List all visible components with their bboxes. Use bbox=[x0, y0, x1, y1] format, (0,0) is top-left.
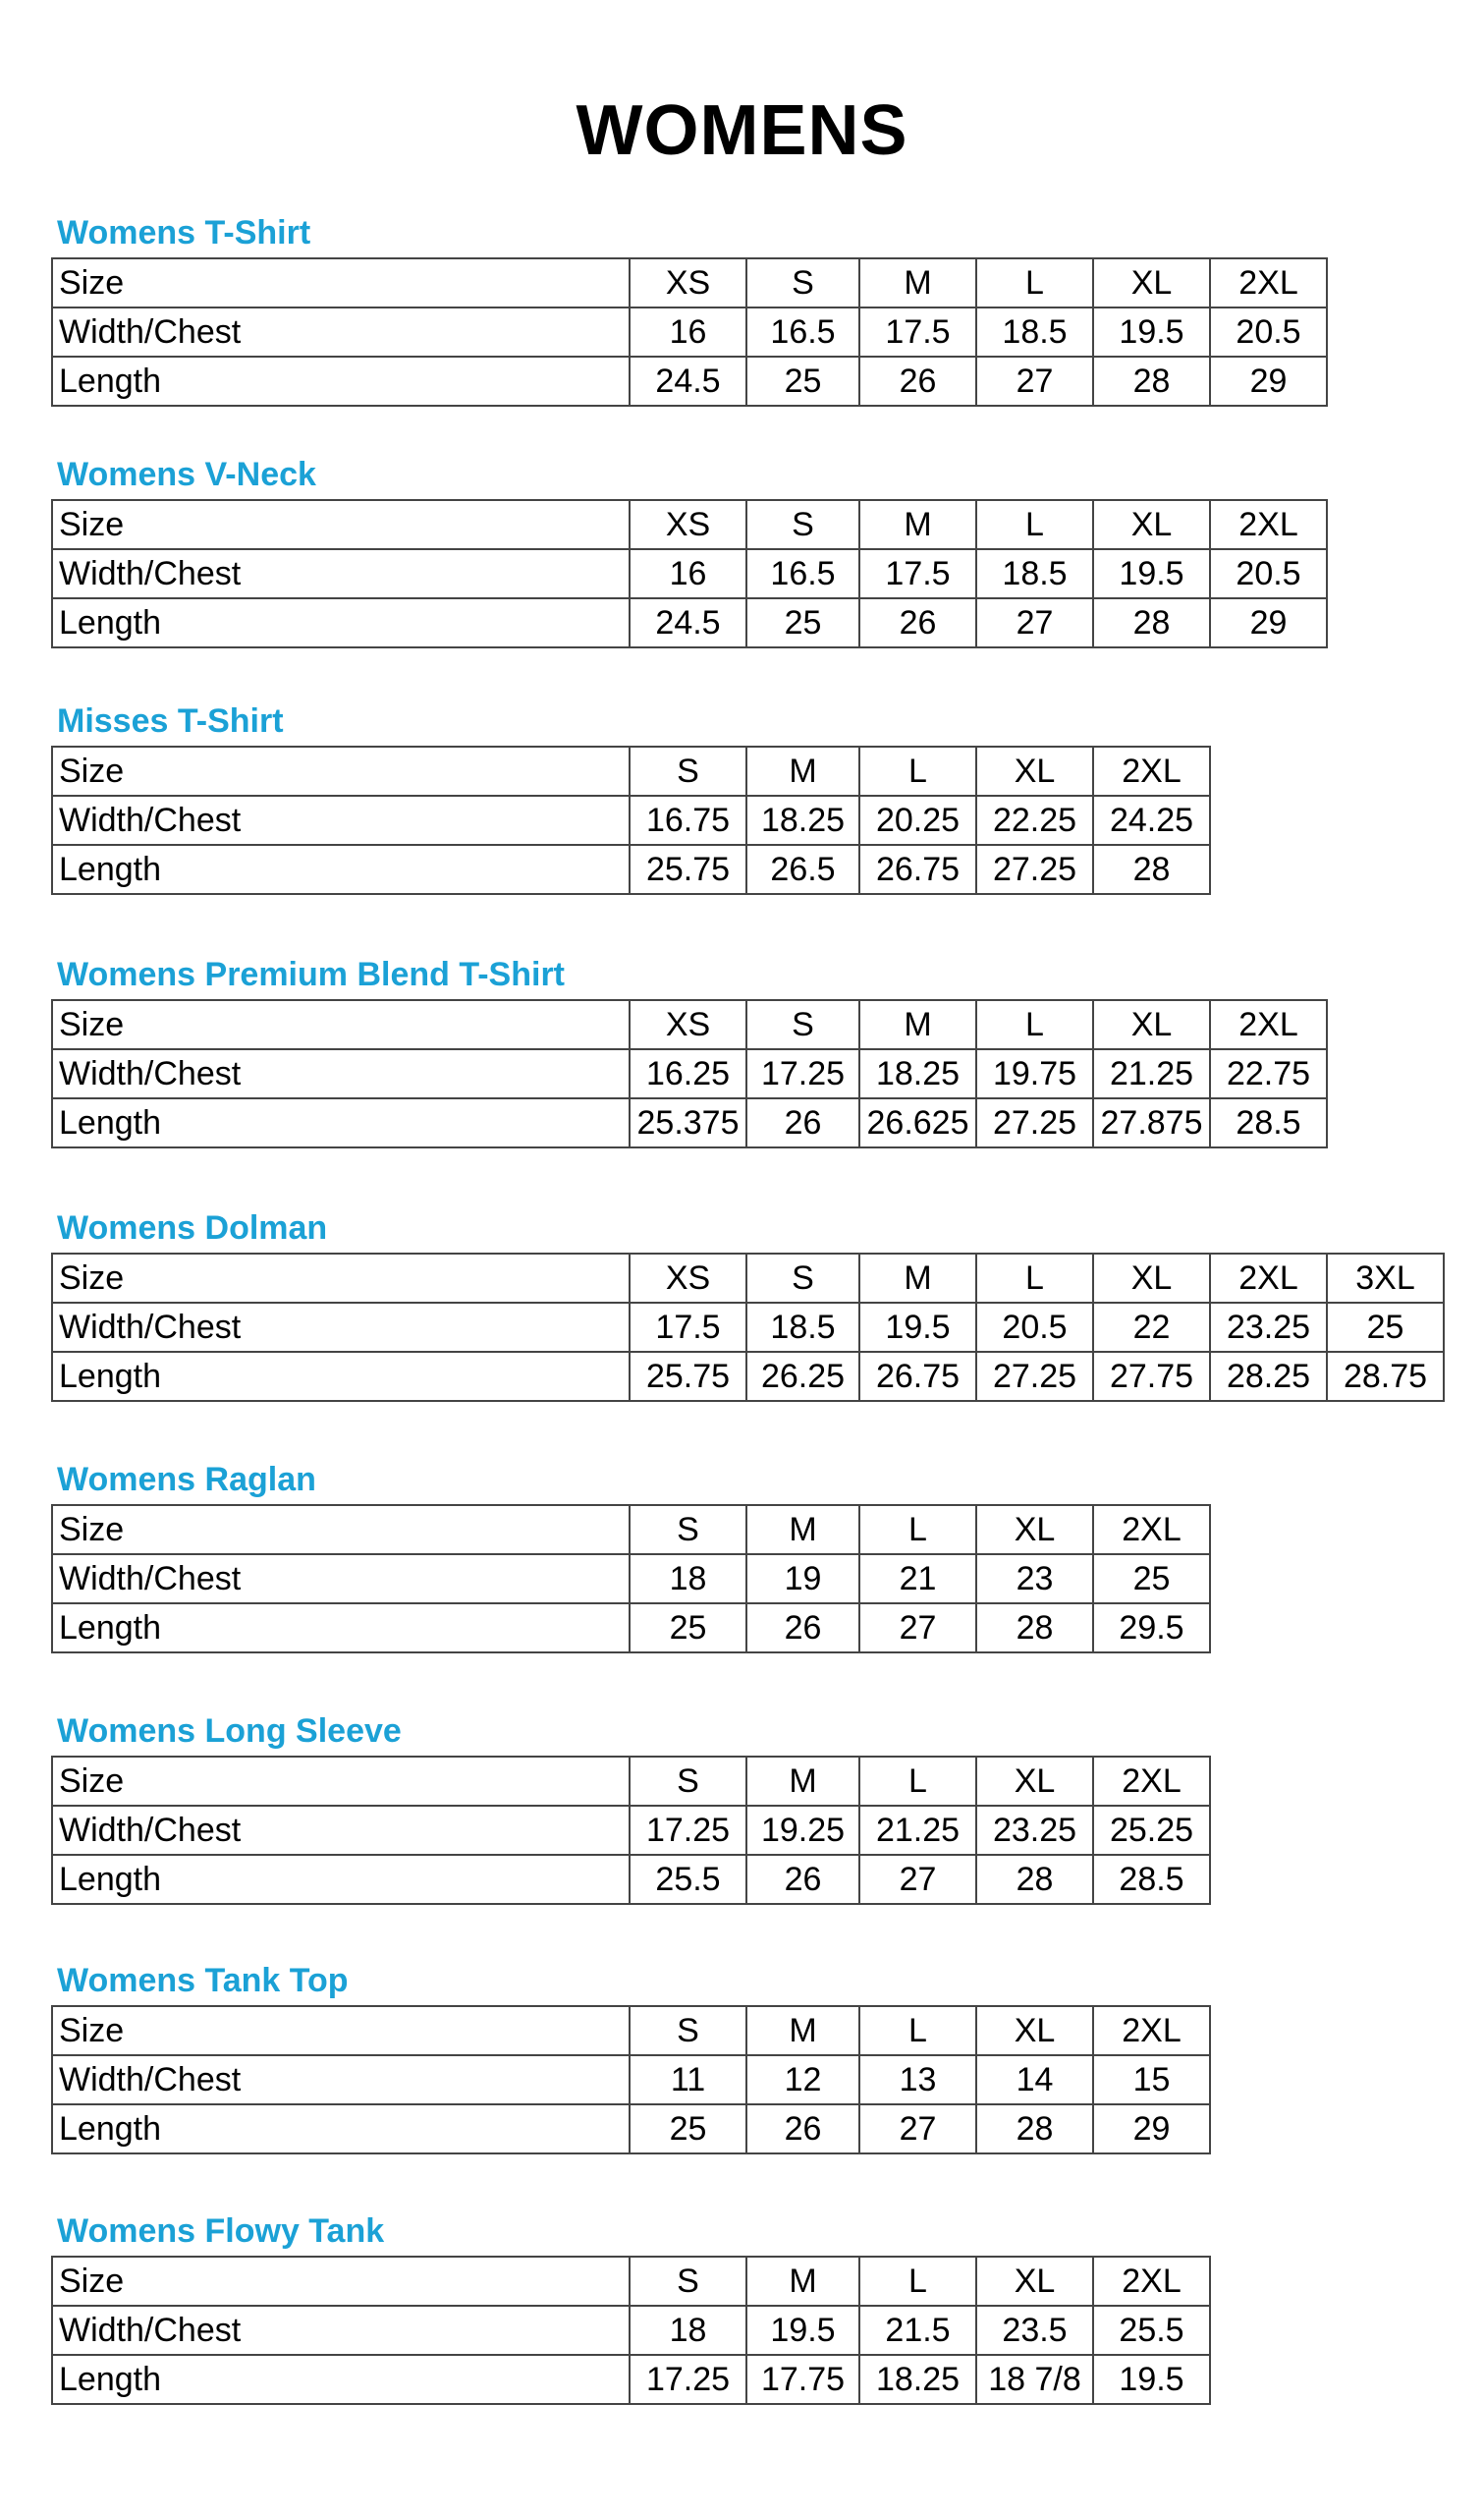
width-cell: 19.5 bbox=[1093, 307, 1210, 357]
size-cell: L bbox=[976, 1254, 1093, 1303]
size-cell: S bbox=[746, 258, 859, 307]
size-section bbox=[51, 699, 1211, 895]
section-title: Womens Flowy Tank bbox=[57, 2212, 385, 2250]
row-label: Length bbox=[52, 1603, 630, 1652]
size-cell: L bbox=[859, 2006, 976, 2055]
width-cell: 25 bbox=[1093, 1554, 1210, 1603]
table-row-width bbox=[52, 1806, 1210, 1855]
size-cell: M bbox=[859, 258, 976, 307]
size-cell: S bbox=[630, 2006, 746, 2055]
table-row-size bbox=[52, 1757, 1210, 1806]
table-row-size bbox=[52, 1000, 1327, 1049]
width-cell: 20.5 bbox=[1210, 549, 1327, 598]
length-cell: 25.5 bbox=[630, 1855, 746, 1904]
row-label: Length bbox=[52, 357, 630, 406]
row-label: Length bbox=[52, 845, 630, 894]
length-cell: 28 bbox=[976, 2104, 1093, 2153]
length-cell: 26 bbox=[859, 598, 976, 647]
size-cell: S bbox=[630, 1505, 746, 1554]
table-row-length bbox=[52, 2104, 1210, 2153]
size-table bbox=[51, 746, 1211, 895]
width-cell: 19.25 bbox=[746, 1806, 859, 1855]
length-cell: 27.25 bbox=[976, 1098, 1093, 1147]
length-cell: 27.25 bbox=[976, 845, 1093, 894]
length-cell: 25 bbox=[746, 598, 859, 647]
width-cell: 20.5 bbox=[976, 1303, 1093, 1352]
length-cell: 27 bbox=[859, 1603, 976, 1652]
length-cell: 27.75 bbox=[1093, 1352, 1210, 1401]
width-cell: 23.25 bbox=[1210, 1303, 1327, 1352]
size-cell: L bbox=[976, 1000, 1093, 1049]
width-cell: 22.75 bbox=[1210, 1049, 1327, 1098]
section-title: Womens Raglan bbox=[57, 1461, 316, 1498]
size-cell: S bbox=[746, 1000, 859, 1049]
table-row-size bbox=[52, 258, 1327, 307]
size-cell: M bbox=[859, 1000, 976, 1049]
length-cell: 26 bbox=[746, 1855, 859, 1904]
table-row-width bbox=[52, 1554, 1210, 1603]
page-title: WOMENS bbox=[576, 91, 908, 170]
length-cell: 28.75 bbox=[1327, 1352, 1444, 1401]
length-cell: 28 bbox=[1093, 357, 1210, 406]
section-title: Misses T-Shirt bbox=[57, 702, 284, 740]
length-cell: 27 bbox=[859, 2104, 976, 2153]
table-row-width bbox=[52, 549, 1327, 598]
row-label: Length bbox=[52, 1098, 630, 1147]
row-label: Length bbox=[52, 2104, 630, 2153]
table-row-size bbox=[52, 500, 1327, 549]
row-label: Width/Chest bbox=[52, 1049, 630, 1098]
row-label: Size bbox=[52, 1505, 630, 1554]
size-cell: M bbox=[746, 2257, 859, 2306]
table-row-size bbox=[52, 2257, 1210, 2306]
size-section bbox=[51, 1709, 1211, 1905]
length-cell: 29 bbox=[1210, 357, 1327, 406]
table-row-width bbox=[52, 1049, 1327, 1098]
table-row-size bbox=[52, 747, 1210, 796]
section-title: Womens T-Shirt bbox=[57, 214, 311, 252]
size-cell: XL bbox=[1093, 500, 1210, 549]
width-cell: 20.5 bbox=[1210, 307, 1327, 357]
length-cell: 26.75 bbox=[859, 845, 976, 894]
table-row-length bbox=[52, 845, 1210, 894]
size-cell: XL bbox=[976, 1505, 1093, 1554]
size-cell: XL bbox=[1093, 1000, 1210, 1049]
width-cell: 16.5 bbox=[746, 307, 859, 357]
size-table bbox=[51, 257, 1328, 407]
size-table bbox=[51, 1253, 1445, 1402]
length-cell: 27.25 bbox=[976, 1352, 1093, 1401]
width-cell: 24.25 bbox=[1093, 796, 1210, 845]
section-title: Womens Dolman bbox=[57, 1209, 328, 1247]
width-cell: 19.5 bbox=[1093, 549, 1210, 598]
size-cell: L bbox=[859, 747, 976, 796]
row-label: Width/Chest bbox=[52, 2055, 630, 2104]
length-cell: 24.5 bbox=[630, 598, 746, 647]
width-cell: 23.25 bbox=[976, 1806, 1093, 1855]
width-cell: 19.5 bbox=[746, 2306, 859, 2355]
size-section bbox=[51, 453, 1328, 648]
section-title: Womens V-Neck bbox=[57, 456, 316, 493]
table-row-size bbox=[52, 1505, 1210, 1554]
size-cell: 2XL bbox=[1093, 1505, 1210, 1554]
size-cell: L bbox=[859, 2257, 976, 2306]
width-cell: 18.5 bbox=[976, 549, 1093, 598]
length-cell: 26 bbox=[859, 357, 976, 406]
size-section bbox=[51, 211, 1328, 407]
table-row-width bbox=[52, 2055, 1210, 2104]
length-cell: 27 bbox=[976, 357, 1093, 406]
size-cell: M bbox=[746, 1505, 859, 1554]
size-cell: L bbox=[859, 1505, 976, 1554]
width-cell: 21 bbox=[859, 1554, 976, 1603]
width-cell: 16.75 bbox=[630, 796, 746, 845]
table-row-width bbox=[52, 2306, 1210, 2355]
row-label: Length bbox=[52, 1855, 630, 1904]
width-cell: 22.25 bbox=[976, 796, 1093, 845]
length-cell: 25 bbox=[630, 2104, 746, 2153]
table-row-length bbox=[52, 1603, 1210, 1652]
size-section bbox=[51, 1959, 1211, 2154]
row-label: Width/Chest bbox=[52, 307, 630, 357]
length-cell: 26.625 bbox=[859, 1098, 976, 1147]
width-cell: 18.25 bbox=[859, 1049, 976, 1098]
size-cell: XS bbox=[630, 1000, 746, 1049]
length-cell: 27.875 bbox=[1093, 1098, 1210, 1147]
table-row-length bbox=[52, 357, 1327, 406]
length-cell: 25.375 bbox=[630, 1098, 746, 1147]
width-cell: 12 bbox=[746, 2055, 859, 2104]
row-label: Width/Chest bbox=[52, 2306, 630, 2355]
width-cell: 18 bbox=[630, 2306, 746, 2355]
section-title: Womens Long Sleeve bbox=[57, 1712, 402, 1750]
length-cell: 25.75 bbox=[630, 1352, 746, 1401]
row-label: Size bbox=[52, 258, 630, 307]
size-table bbox=[51, 499, 1328, 648]
section-title: Womens Premium Blend T-Shirt bbox=[57, 956, 566, 993]
length-cell: 18 7/8 bbox=[976, 2355, 1093, 2404]
table-row-length bbox=[52, 1098, 1327, 1147]
length-cell: 26 bbox=[746, 1603, 859, 1652]
size-cell: XL bbox=[976, 2006, 1093, 2055]
row-label: Width/Chest bbox=[52, 796, 630, 845]
table-row-size bbox=[52, 1254, 1444, 1303]
size-cell: L bbox=[859, 1757, 976, 1806]
width-cell: 18 bbox=[630, 1554, 746, 1603]
width-cell: 23.5 bbox=[976, 2306, 1093, 2355]
table-row-length bbox=[52, 598, 1327, 647]
width-cell: 17.5 bbox=[630, 1303, 746, 1352]
row-label: Size bbox=[52, 1757, 630, 1806]
length-cell: 17.25 bbox=[630, 2355, 746, 2404]
size-cell: M bbox=[746, 2006, 859, 2055]
size-cell: L bbox=[976, 258, 1093, 307]
width-cell: 25.5 bbox=[1093, 2306, 1210, 2355]
size-section bbox=[51, 2209, 1211, 2405]
length-cell: 27 bbox=[859, 1855, 976, 1904]
row-label: Width/Chest bbox=[52, 549, 630, 598]
size-cell: S bbox=[746, 500, 859, 549]
width-cell: 19.5 bbox=[859, 1303, 976, 1352]
width-cell: 22 bbox=[1093, 1303, 1210, 1352]
size-section bbox=[51, 1206, 1445, 1402]
size-cell: S bbox=[746, 1254, 859, 1303]
width-cell: 16.25 bbox=[630, 1049, 746, 1098]
length-cell: 29 bbox=[1093, 2104, 1210, 2153]
size-cell: M bbox=[859, 1254, 976, 1303]
row-label: Size bbox=[52, 1000, 630, 1049]
length-cell: 28 bbox=[1093, 845, 1210, 894]
section-title: Womens Tank Top bbox=[57, 1962, 349, 1999]
width-cell: 21.5 bbox=[859, 2306, 976, 2355]
size-cell: 2XL bbox=[1093, 747, 1210, 796]
width-cell: 25.25 bbox=[1093, 1806, 1210, 1855]
width-cell: 16 bbox=[630, 549, 746, 598]
row-label: Size bbox=[52, 747, 630, 796]
row-label: Width/Chest bbox=[52, 1806, 630, 1855]
length-cell: 26.75 bbox=[859, 1352, 976, 1401]
size-cell: S bbox=[630, 1757, 746, 1806]
size-cell: 2XL bbox=[1210, 500, 1327, 549]
size-cell: M bbox=[746, 1757, 859, 1806]
width-cell: 14 bbox=[976, 2055, 1093, 2104]
table-row-width bbox=[52, 1303, 1444, 1352]
width-cell: 17.25 bbox=[746, 1049, 859, 1098]
row-label: Size bbox=[52, 2257, 630, 2306]
length-cell: 28.25 bbox=[1210, 1352, 1327, 1401]
width-cell: 19 bbox=[746, 1554, 859, 1603]
table-row-width bbox=[52, 307, 1327, 357]
width-cell: 18.25 bbox=[746, 796, 859, 845]
width-cell: 18.5 bbox=[746, 1303, 859, 1352]
row-label: Size bbox=[52, 1254, 630, 1303]
row-label: Size bbox=[52, 2006, 630, 2055]
width-cell: 17.5 bbox=[859, 307, 976, 357]
size-cell: 3XL bbox=[1327, 1254, 1444, 1303]
table-row-length bbox=[52, 1855, 1210, 1904]
size-cell: M bbox=[746, 747, 859, 796]
table-row-length bbox=[52, 2355, 1210, 2404]
length-cell: 28.5 bbox=[1093, 1855, 1210, 1904]
size-cell: 2XL bbox=[1210, 1254, 1327, 1303]
length-cell: 28 bbox=[976, 1603, 1093, 1652]
length-cell: 28.5 bbox=[1210, 1098, 1327, 1147]
length-cell: 27 bbox=[976, 598, 1093, 647]
size-cell: XS bbox=[630, 500, 746, 549]
length-cell: 25 bbox=[630, 1603, 746, 1652]
width-cell: 21.25 bbox=[859, 1806, 976, 1855]
width-cell: 17.25 bbox=[630, 1806, 746, 1855]
size-section bbox=[51, 953, 1328, 1148]
width-cell: 16 bbox=[630, 307, 746, 357]
size-cell: S bbox=[630, 2257, 746, 2306]
size-cell: XL bbox=[1093, 258, 1210, 307]
length-cell: 26.5 bbox=[746, 845, 859, 894]
size-cell: XL bbox=[976, 1757, 1093, 1806]
width-cell: 15 bbox=[1093, 2055, 1210, 2104]
length-cell: 29 bbox=[1210, 598, 1327, 647]
length-cell: 25.75 bbox=[630, 845, 746, 894]
size-table bbox=[51, 2256, 1211, 2405]
table-row-length bbox=[52, 1352, 1444, 1401]
row-label: Length bbox=[52, 598, 630, 647]
size-cell: 2XL bbox=[1093, 2006, 1210, 2055]
size-cell: S bbox=[630, 747, 746, 796]
width-cell: 17.5 bbox=[859, 549, 976, 598]
length-cell: 17.75 bbox=[746, 2355, 859, 2404]
length-cell: 28 bbox=[1093, 598, 1210, 647]
row-label: Size bbox=[52, 500, 630, 549]
length-cell: 26 bbox=[746, 2104, 859, 2153]
length-cell: 26.25 bbox=[746, 1352, 859, 1401]
table-row-width bbox=[52, 796, 1210, 845]
length-cell: 29.5 bbox=[1093, 1603, 1210, 1652]
size-cell: XS bbox=[630, 258, 746, 307]
width-cell: 11 bbox=[630, 2055, 746, 2104]
size-cell: XL bbox=[976, 2257, 1093, 2306]
size-cell: XS bbox=[630, 1254, 746, 1303]
row-label: Length bbox=[52, 1352, 630, 1401]
size-table bbox=[51, 1756, 1211, 1905]
size-cell: XL bbox=[976, 747, 1093, 796]
size-cell: L bbox=[976, 500, 1093, 549]
width-cell: 13 bbox=[859, 2055, 976, 2104]
size-table bbox=[51, 2005, 1211, 2154]
size-cell: 2XL bbox=[1210, 1000, 1327, 1049]
width-cell: 23 bbox=[976, 1554, 1093, 1603]
width-cell: 20.25 bbox=[859, 796, 976, 845]
row-label: Length bbox=[52, 2355, 630, 2404]
width-cell: 21.25 bbox=[1093, 1049, 1210, 1098]
row-label: Width/Chest bbox=[52, 1303, 630, 1352]
size-cell: 2XL bbox=[1093, 1757, 1210, 1806]
row-label: Width/Chest bbox=[52, 1554, 630, 1603]
length-cell: 19.5 bbox=[1093, 2355, 1210, 2404]
size-cell: XL bbox=[1093, 1254, 1210, 1303]
length-cell: 18.25 bbox=[859, 2355, 976, 2404]
width-cell: 25 bbox=[1327, 1303, 1444, 1352]
size-cell: 2XL bbox=[1093, 2257, 1210, 2306]
length-cell: 25 bbox=[746, 357, 859, 406]
width-cell: 19.75 bbox=[976, 1049, 1093, 1098]
table-row-size bbox=[52, 2006, 1210, 2055]
width-cell: 18.5 bbox=[976, 307, 1093, 357]
size-table bbox=[51, 1504, 1211, 1653]
size-table bbox=[51, 999, 1328, 1148]
length-cell: 26 bbox=[746, 1098, 859, 1147]
length-cell: 28 bbox=[976, 1855, 1093, 1904]
size-cell: 2XL bbox=[1210, 258, 1327, 307]
width-cell: 16.5 bbox=[746, 549, 859, 598]
length-cell: 24.5 bbox=[630, 357, 746, 406]
size-cell: M bbox=[859, 500, 976, 549]
size-section bbox=[51, 1458, 1211, 1653]
